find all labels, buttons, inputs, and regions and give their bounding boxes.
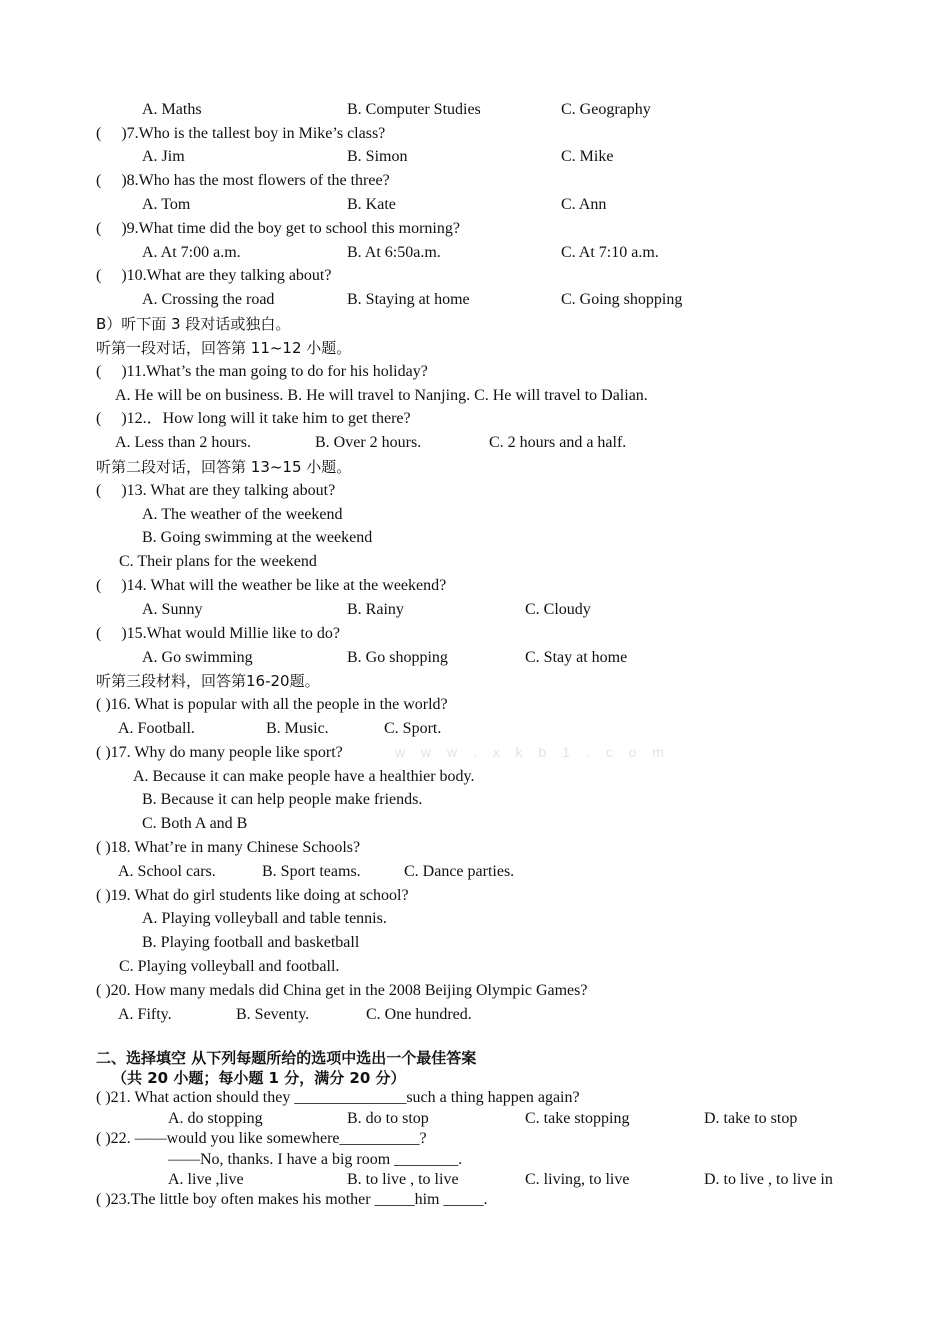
- q14-option-b: B. Rainy: [347, 601, 404, 618]
- q9-option-a: A. At 7:00 a.m.: [142, 244, 241, 261]
- q6-option-b: B. Computer Studies: [347, 101, 481, 118]
- q16-option-b: B. Music.: [266, 720, 329, 737]
- q22-question: ( )22. ——would you like somewhere__________?: [96, 1130, 427, 1147]
- q17-option-c: C. Both A and B: [142, 815, 248, 832]
- q6-option-c: C. Geography: [561, 101, 651, 118]
- q22-option-d: D. to live , to live in: [704, 1171, 833, 1188]
- q13-question: ( )13. What are they talking about?: [96, 482, 336, 499]
- q19-option-a: A. Playing volleyball and table tennis.: [142, 910, 387, 927]
- q20-question: ( )20. How many medals did China get in the 2008 Beijing Olympic Games?: [96, 982, 588, 999]
- q15-option-a: A. Go swimming: [142, 649, 253, 666]
- q13-option-c: C. Their plans for the weekend: [119, 553, 317, 570]
- q8-option-c: C. Ann: [561, 196, 607, 213]
- q16-option-c: C. Sport.: [384, 720, 442, 737]
- q17-option-b: B. Because it can help people make friends.: [142, 791, 423, 808]
- q10-option-a: A. Crossing the road: [142, 291, 275, 308]
- q21-question: ( )21. What action should they ______________such a thing happen again?: [96, 1089, 580, 1106]
- q14-question: ( )14. What will the weather be like at the weekend?: [96, 577, 447, 594]
- q15-question: ( )15.What would Millie like to do?: [96, 625, 340, 642]
- q9-question: ( )9.What time did the boy get to school this morning?: [96, 220, 460, 237]
- passage-3-heading: 听第三段材料，回答第16-20题。: [96, 672, 320, 690]
- q8-question: ( )8.Who has the most flowers of the three?: [96, 172, 390, 189]
- dialogue-2-heading: 听第二段对话，回答第 13~15 小题。: [96, 458, 352, 476]
- q16-option-a: A. Football.: [118, 720, 195, 737]
- section-b-heading: B）听下面 3 段对话或独白。: [96, 315, 291, 333]
- q15-option-c: C. Stay at home: [525, 649, 628, 666]
- q6-option-a: A. Maths: [142, 101, 202, 118]
- dialogue-1-heading: 听第一段对话，回答第 11~12 小题。: [96, 339, 352, 357]
- q10-option-c: C. Going shopping: [561, 291, 683, 308]
- q20-option-c: C. One hundred.: [366, 1006, 472, 1023]
- q9-option-b: B. At 6:50a.m.: [347, 244, 441, 261]
- q19-option-c: C. Playing volleyball and football.: [119, 958, 340, 975]
- q23-question: ( )23.The little boy often makes his mother _____him _____.: [96, 1191, 488, 1208]
- q11-options: A. He will be on business. B. He will travel to Nanjing. C. He will travel to Dalian.: [115, 387, 648, 404]
- q11-question: ( )11.What’s the man going to do for his holiday?: [96, 363, 428, 380]
- q22-reply: ——No, thanks. I have a big room ________.: [168, 1151, 463, 1168]
- q20-option-a: A. Fifty.: [118, 1006, 172, 1023]
- q10-option-b: B. Staying at home: [347, 291, 470, 308]
- q18-option-c: C. Dance parties.: [404, 863, 515, 880]
- q18-option-a: A. School cars.: [118, 863, 216, 880]
- q12-question: ( )12.．How long will it take him to get there?: [96, 410, 411, 427]
- q21-option-d: D. take to stop: [704, 1110, 798, 1127]
- watermark: w w w . x k b 1 . c o m: [395, 744, 670, 760]
- q7-option-c: C. Mike: [561, 148, 614, 165]
- q7-question: ( )7.Who is the tallest boy in Mike’s class?: [96, 125, 386, 142]
- q13-option-a: A. The weather of the weekend: [142, 506, 343, 523]
- q19-question: ( )19. What do girl students like doing at school?: [96, 887, 409, 904]
- q18-question: ( )18. What’re in many Chinese Schools?: [96, 839, 361, 856]
- q12-option-b: B. Over 2 hours.: [315, 434, 422, 451]
- q7-option-b: B. Simon: [347, 148, 408, 165]
- q21-option-a: A. do stopping: [168, 1110, 263, 1127]
- q17-option-a: A. Because it can make people have a healthier body.: [133, 768, 475, 785]
- part-2-heading: 二、选择填空 从下列每题所给的选项中选出一个最佳答案: [96, 1049, 477, 1067]
- q14-option-c: C. Cloudy: [525, 601, 591, 618]
- q18-option-b: B. Sport teams.: [262, 863, 361, 880]
- q12-option-a: A. Less than 2 hours.: [115, 434, 251, 451]
- q8-option-b: B. Kate: [347, 196, 396, 213]
- q14-option-a: A. Sunny: [142, 601, 203, 618]
- part-2-scoring: （共 20 小题；每小题 1 分，满分 20 分）: [112, 1069, 406, 1087]
- q22-option-c: C. living, to live: [525, 1171, 630, 1188]
- q20-option-b: B. Seventy.: [236, 1006, 310, 1023]
- q15-option-b: B. Go shopping: [347, 649, 448, 666]
- q7-option-a: A. Jim: [142, 148, 185, 165]
- q21-option-c: C. take stopping: [525, 1110, 630, 1127]
- q16-question: ( )16. What is popular with all the people in the world?: [96, 696, 448, 713]
- q19-option-b: B. Playing football and basketball: [142, 934, 360, 951]
- q22-option-a: A. live ,live: [168, 1171, 244, 1188]
- q21-option-b: B. do to stop: [347, 1110, 429, 1127]
- q17-question: ( )17. Why do many people like sport?: [96, 744, 343, 761]
- q13-option-b: B. Going swimming at the weekend: [142, 529, 373, 546]
- q12-option-c: C. 2 hours and a half.: [489, 434, 627, 451]
- q9-option-c: C. At 7:10 a.m.: [561, 244, 659, 261]
- q22-option-b: B. to live , to live: [347, 1171, 459, 1188]
- q8-option-a: A. Tom: [142, 196, 191, 213]
- q10-question: ( )10.What are they talking about?: [96, 267, 332, 284]
